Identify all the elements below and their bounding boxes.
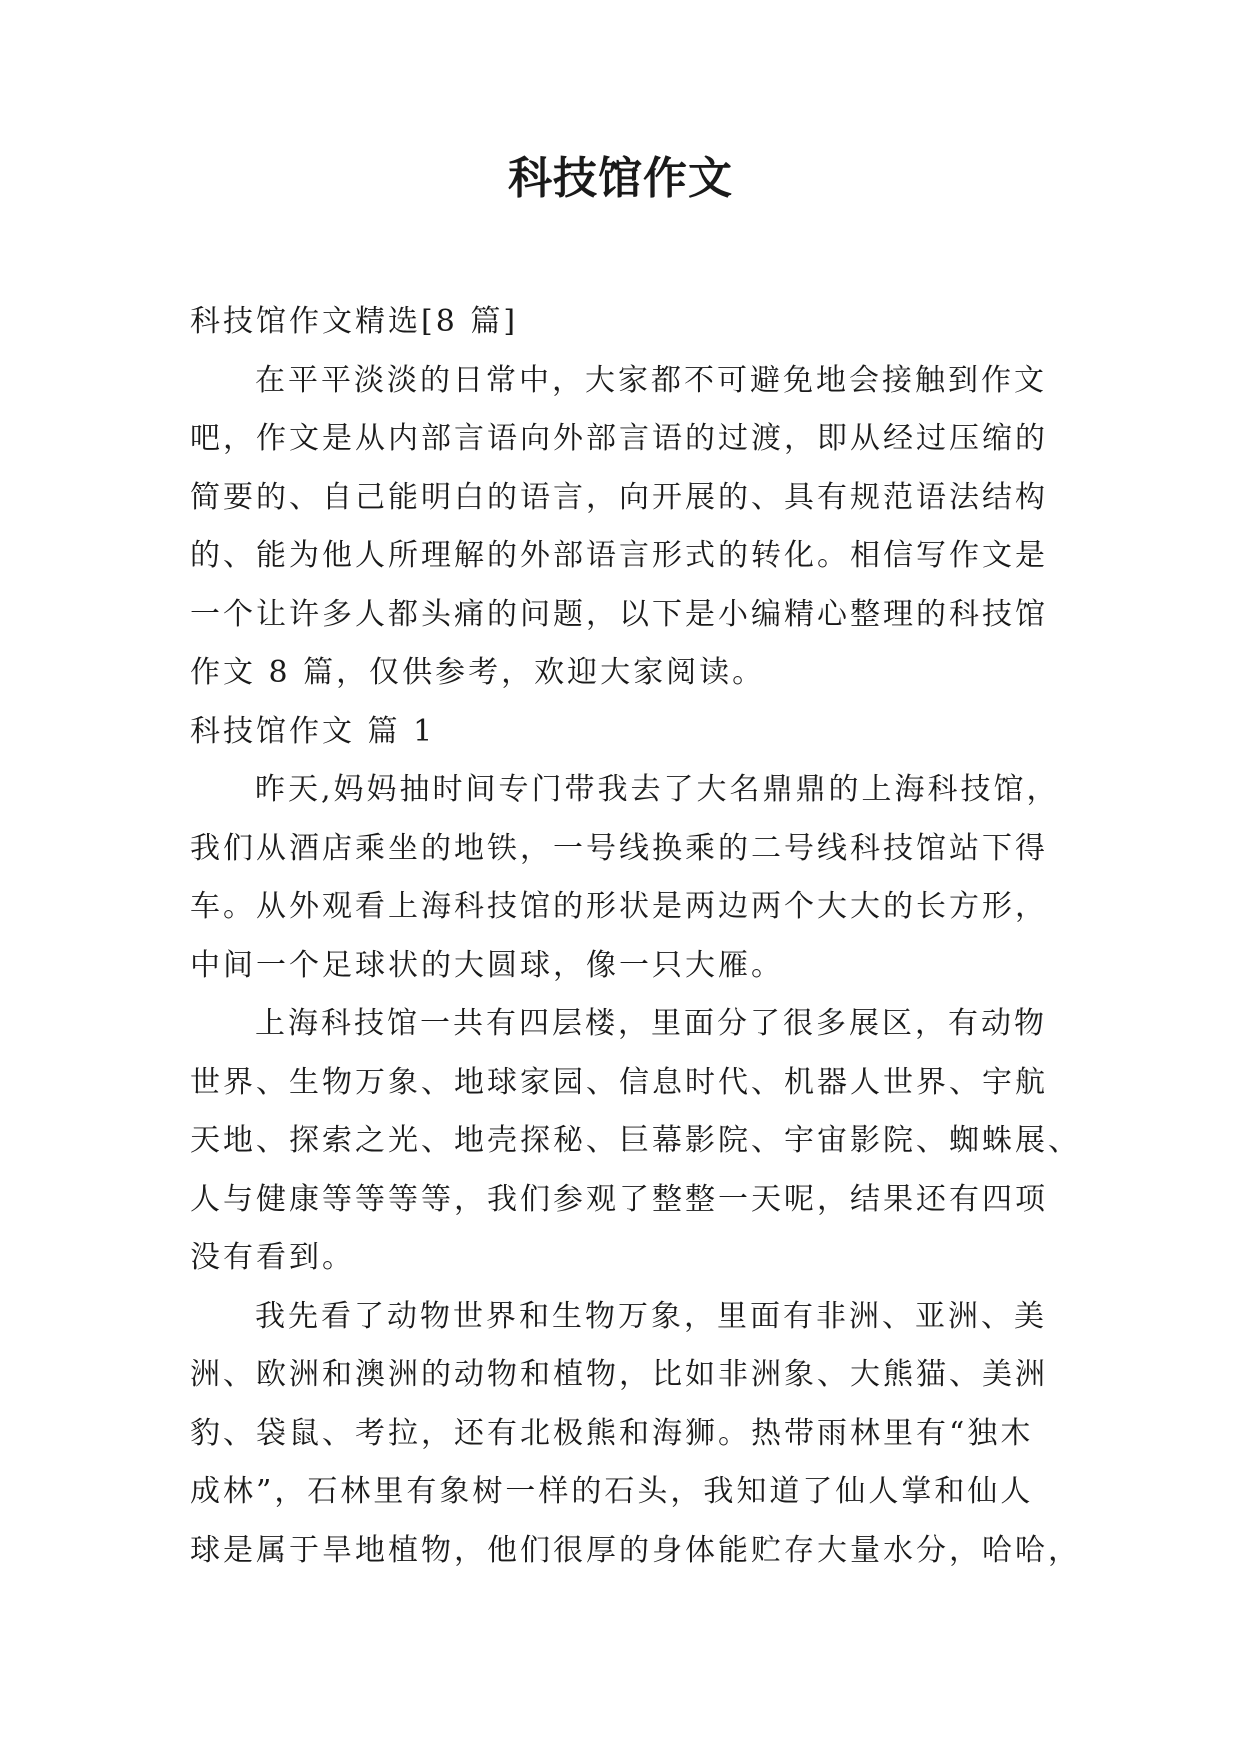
intro-paragraph-line: 作文 8 篇，仅供参考，欢迎大家阅读。: [190, 655, 766, 690]
paragraph-line: 中间一个足球状的大圆球，像一只大雁。: [190, 947, 784, 983]
paragraph-line: 球是属于旱地植物，他们很厚的身体能贮存大量水分，哈哈，: [190, 1532, 1081, 1568]
intro-paragraph-line: 的、能为他人所理解的外部语言形式的转化。相信写作文是: [190, 538, 1048, 573]
paragraph-line: 世界、生物万象、地球家园、信息时代、机器人世界、宇航: [190, 1064, 1048, 1100]
paragraph-line: 我们从酒店乘坐的地铁，一号线换乘的二号线科技馆站下得: [190, 830, 1048, 866]
paragraph-line: 成林”，石林里有象树一样的石头，我知道了仙人掌和仙人: [190, 1474, 1034, 1509]
paragraph-line: 天地、探索之光、地壳探秘、巨幕影院、宇宙影院、蜘蛛展、: [190, 1123, 1081, 1158]
paragraph-line: 洲、欧洲和澳洲的动物和植物，比如非洲象、大熊猫、美洲: [190, 1357, 1048, 1392]
intro-paragraph-line: 吧，作文是从内部言语向外部言语的过渡，即从经过压缩的: [190, 421, 1048, 456]
paragraph-line: 我先看了动物世界和生物万象，里面有非洲、亚洲、美: [255, 1298, 1047, 1334]
paragraph-line: 昨天,妈妈抽时间专门带我去了大名鼎鼎的上海科技馆，: [255, 772, 1060, 807]
paragraph-line: 人与健康等等等等，我们参观了整整一天呢，结果还有四项: [190, 1181, 1048, 1217]
paragraph-line: 没有看到。: [190, 1240, 355, 1275]
section-heading: 科技馆作文 篇 1: [190, 713, 436, 749]
intro-paragraph-line: 一个让许多人都头痛的问题，以下是小编精心整理的科技馆: [190, 596, 1048, 632]
intro-paragraph-line: 简要的、自己能明白的语言，向开展的、具有规范语法结构: [190, 479, 1048, 515]
document-body: [190, 293, 1081, 1580]
subtitle-line: 科技馆作文精选[8 篇]: [190, 304, 519, 339]
paragraph-line: 豹、袋鼠、考拉，还有北极熊和海狮。热带雨林里有“独木: [190, 1415, 1034, 1451]
document-title: 科技馆作文: [508, 153, 733, 204]
intro-paragraph-line: 在平平淡淡的日常中，大家都不可避免地会接触到作文: [255, 362, 1047, 398]
paragraph-line: 车。从外观看上海科技馆的形状是两边两个大大的长方形，: [190, 889, 1048, 924]
paragraph-line: 上海科技馆一共有四层楼，里面分了很多展区，有动物: [255, 1006, 1047, 1041]
